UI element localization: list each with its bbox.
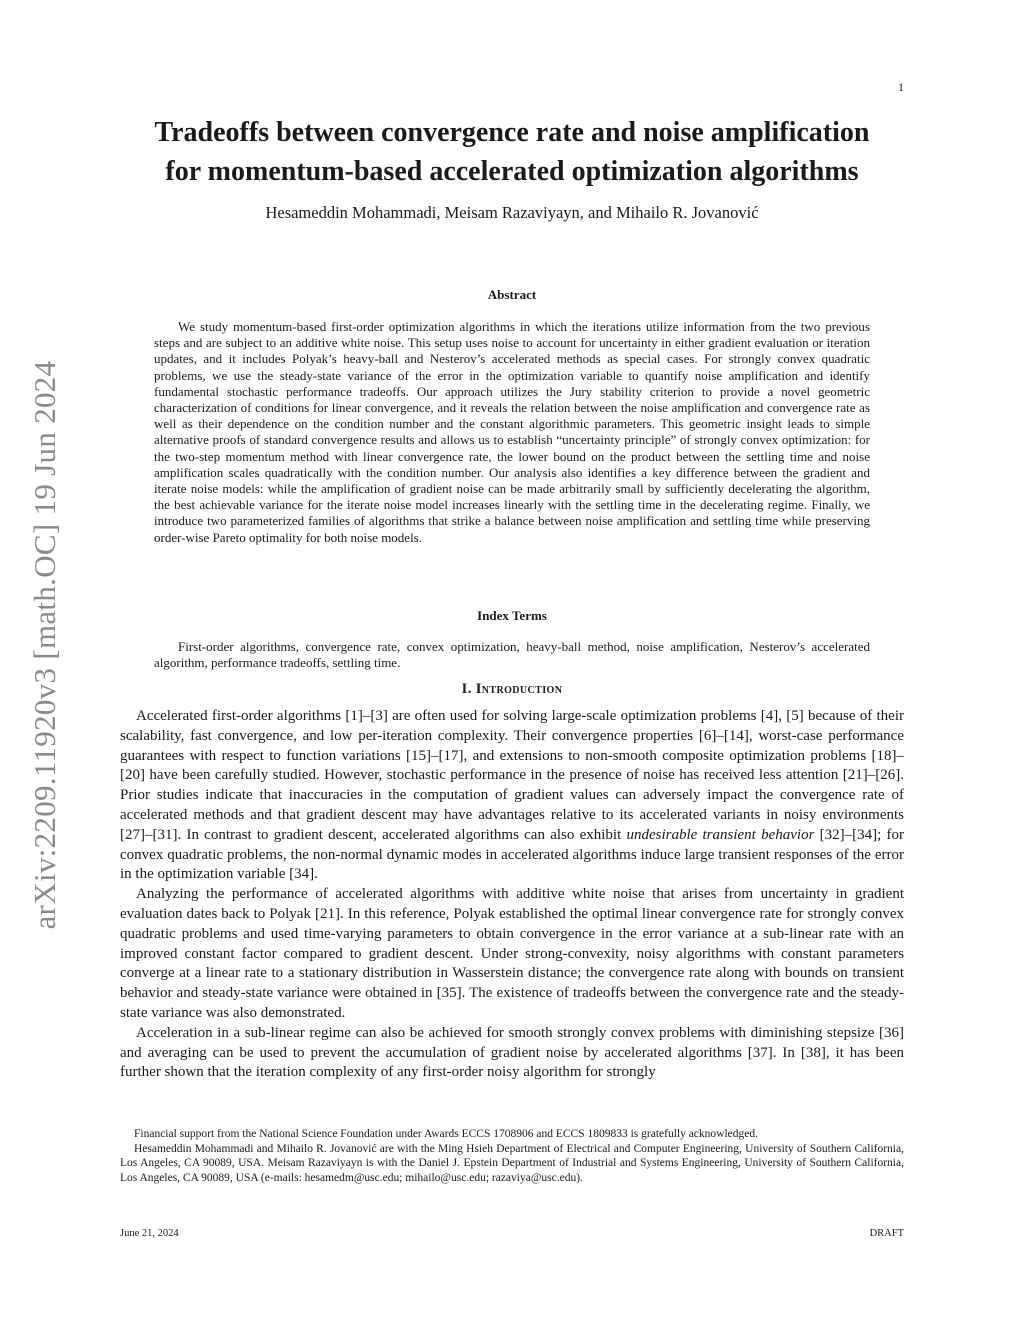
page-number: 1 (898, 80, 904, 94)
funding-footnote: Financial support from the National Science Foundation under Awards ECCS 1708906 and ECCS 1809833 is gratefully acknowledged. (134, 1128, 758, 1140)
intro-paragraph-1 (120, 707, 904, 885)
intro-p1-emphasis: undesirable transient behavior (626, 826, 815, 843)
section-title: Introduction (475, 681, 563, 697)
footer-draft-label: DRAFT (869, 1228, 904, 1239)
intro-p1-part-a: Accelerated first-order algorithms [1]–[3] are often used for solving large-scale optimization problems [4], [5] because of their scalability, fast convergence, and low per-iteration complexity. Their convergence properties [6]–[14], worst-case performance guarantees with respect to function variations [15]–[17], and extensions to non-smooth composite optimization problems [18]–[20] have been carefully studied. However, stochastic performance in the presence of noise has received less attention [21]–[26]. Prior studies indicate that inaccuracies in the computation of gradient values can adversely impact the convergence rate of accelerated methods and that gradient descent may have advantages relative to its accelerated variants in noisy environments [27]–[31]. In contrast to gradient descent, accelerated algorithms can also exhibit (120, 708, 904, 843)
footnotes (120, 1127, 904, 1185)
abstract-text: We study momentum-based first-order optimization algorithms in which the iterations utilize information from the two previous steps and are subject to an additive white noise. This setup uses noise to account for uncertainty in either gradient evaluation or iteration updates, and it includes Polyak’s heavy-ball and Nesterov’s accelerated methods as special cases. For strongly convex quadratic problems, we use the steady-state variance of the error in the optimization variable to quantify noise amplification and identify fundamental stochastic performance tradeoffs. Our approach utilizes the Jury stability criterion to provide a novel geometric characterization of conditions for linear convergence, and it reveals the relation between the noise amplification and convergence rate as well as their dependence on the condition number and the constant algorithmic parameters. This geometric insight leads to simple alternative proofs of standard convergence results and allows us to establish “uncertainty principle” of strongly convex optimization: for the two-step momentum method with linear convergence rate, the lower bound on the product between the settling time and noise amplification scales quadratically with the condition number. Our analysis also identifies a key difference between the gradient and iterate noise models: while the amplification of gradient noise can be made arbitrarily small by sufficiently decelerating the algorithm, the best achievable variance for the iterate noise model increases linearly with the settling time in the decelerating regime. Finally, we introduce two parameterized families of algorithms that strike a balance between noise amplification and settling time while preserving order-wise Pareto optimality for both noise models. (154, 319, 870, 545)
introduction-body (120, 707, 904, 1083)
index-terms-heading: Index Terms (477, 608, 547, 623)
abstract-heading: Abstract (487, 287, 537, 302)
footer-date: June 21, 2024 (120, 1228, 179, 1239)
introduction-heading (120, 681, 904, 698)
affiliation-footnote: Hesameddin Mohammadi and Mihailo R. Jovanović are with the Ming Hsieh Department of Electrical and Computer Engineering, University of Southern California, Los Angeles, CA 90089, USA. Meisam Razaviyayn is with the Daniel J. Epstein Department of Industrial and Systems Engineering, University of Southern California, Los Angeles, CA 90089, USA (e-mails: hesamedm@usc.edu; mihailo@usc.edu; razaviya@usc.edu). (120, 1142, 904, 1184)
title-line-1: Tradeoffs between convergence rate and noise amplification (154, 117, 870, 148)
index-terms-text: First-order algorithms, convergence rate, convex optimization, heavy-ball method, noise amplification, Nesterov’s accelerated algorithm, performance tradeoffs, settling time. (154, 639, 870, 671)
intro-paragraph-2: Analyzing the performance of accelerated algorithms with additive white noise that arises from uncertainty in gradient evaluation dates back to Polyak [21]. In this reference, Polyak established the optimal linear convergence rate for strongly convex quadratic problems and used time-varying parameters to obtain convergence in the error variance at a sub-linear rate with an improved constant factor compared to gradient descent. Under strong-convexity, noisy algorithms with constant parameters converge at a linear rate to a stationary distribution in Wasserstein distance; the convergence rate along with bounds on transient behavior and steady-state variance were obtained in [35]. The existence of tradeoffs between the convergence rate and the steady-state variance was also demonstrated. (120, 886, 904, 1021)
author-list: Hesameddin Mohammadi, Meisam Razaviyayn, and Mihailo R. Jovanović (265, 203, 759, 222)
intro-paragraph-3: Acceleration in a sub-linear regime can also be achieved for smooth strongly convex problems with diminishing stepsize [36] and averaging can be used to prevent the accumulation of gradient noise by accelerated algorithms [37]. In [38], it has been further shown that the iteration complexity of any first-order noisy algorithm for strongly (120, 1024, 904, 1081)
arxiv-identifier-stamp: arXiv:2209.11920v3 [math.OC] 19 Jun 2024 (27, 360, 62, 930)
intro-p1-part-b: [32]–[34]; for convex quadratic problems, the non-normal dynamic modes in accelerated algorithms induce large transient responses of the error in the optimization variable [34]. (120, 826, 904, 883)
section-numeral: I. (461, 681, 472, 697)
title-line-2: for momentum-based accelerated optimization algorithms (165, 156, 859, 187)
paper-title (120, 113, 904, 191)
